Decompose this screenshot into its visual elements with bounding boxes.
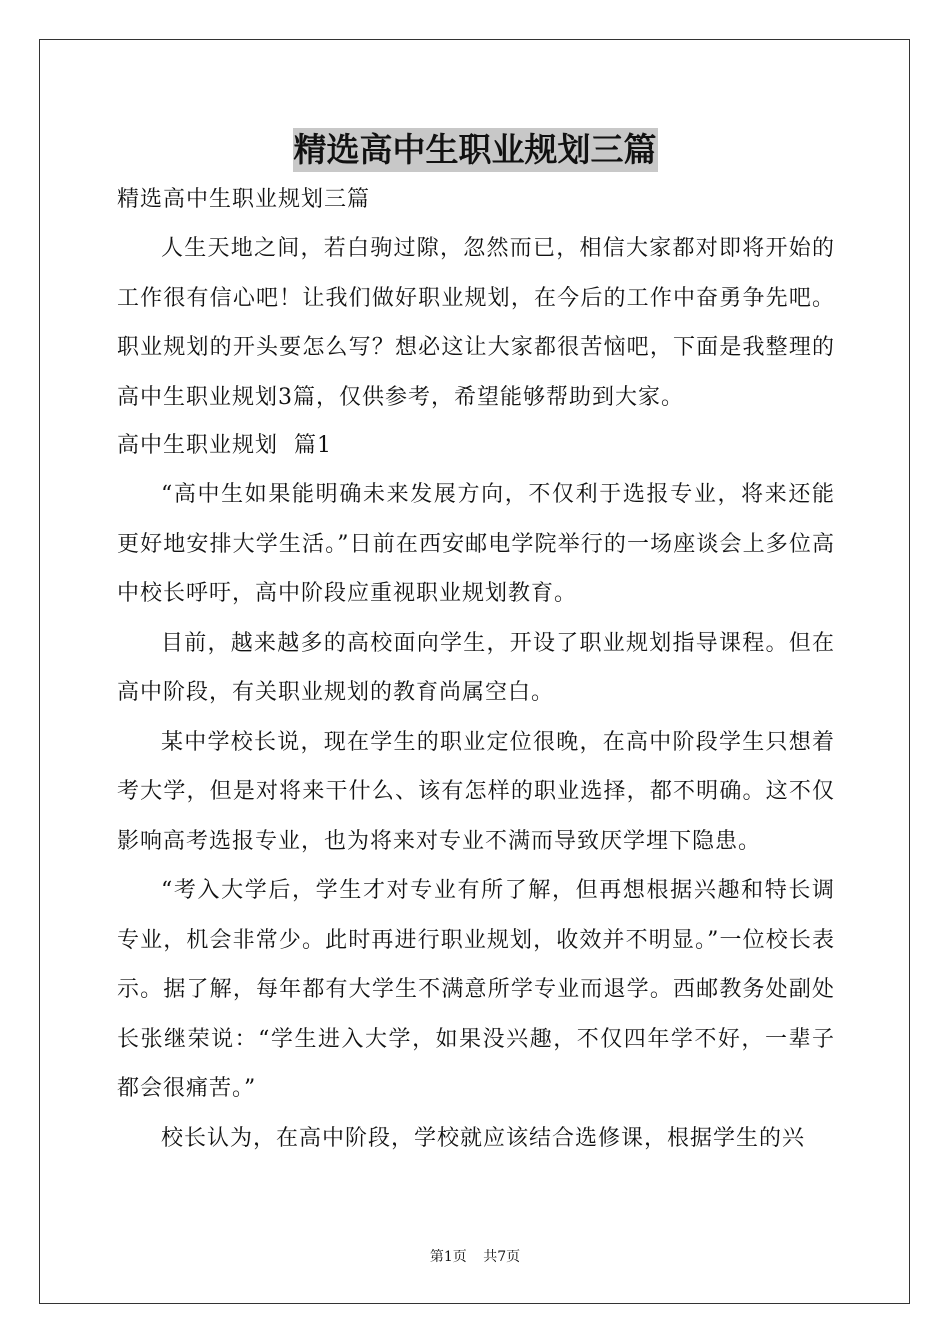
intro-paragraph: 人生天地之间，若白驹过隙，忽然而已，相信大家都对即将开始的工作很有信心吧！让我们做好职业规划，在今后的工作中奋勇争先吧。职业规划的开头要怎么写？想必这让大家都很苦恼吧，下面是我整理的高中生职业规划3篇，仅供参考，希望能够帮助到大家。	[117, 236, 835, 410]
body-paragraph: 某中学校长说，现在学生的职业定位很晚，在高中阶段学生只想着考大学，但是对将来干什么、该有怎样的职业选择，都不明确。这不仅影响高考选报专业，也为将来对专业不满而导致厌学埋下隐患。	[117, 729, 835, 854]
page-number: 第1页	[429, 1249, 467, 1265]
section-heading: 高中生职业规划 篇1	[117, 433, 332, 458]
page-footer	[0, 1246, 950, 1266]
body-paragraph: 目前，越来越多的高校面向学生，开设了职业规划指导课程。但在高中阶段，有关职业规划的教育尚属空白。	[117, 630, 835, 705]
body-paragraph: 校长认为，在高中阶段，学校就应该结合选修课，根据学生的兴	[161, 1125, 806, 1151]
body-paragraph: “考入大学后，学生才对专业有所了解，但再想根据兴趣和特长调专业，机会非常少。此时再进行职业规划，收效并不明显。”一位校长表示。据了解，每年都有大学生不满意所学专业而退学。西邮教务处副处长张继荣说：“学生进入大学，如果没兴趣，不仅四年学不好，一辈子都会很痛苦。”	[117, 878, 835, 1101]
document-title: 精选高中生职业规划三篇	[293, 128, 658, 172]
document-subtitle: 精选高中生职业规划三篇	[117, 187, 371, 212]
body-paragraph: “高中生如果能明确未来发展方向，不仅利于选报专业，将来还能更好地安排大学生活。”日前在西安邮电学院举行的一场座谈会上多位高中校长呼吁，高中阶段应重视职业规划教育。	[117, 482, 835, 606]
document-body	[117, 176, 835, 1163]
title-wrap	[0, 128, 950, 172]
page-total: 共7页	[483, 1249, 521, 1265]
